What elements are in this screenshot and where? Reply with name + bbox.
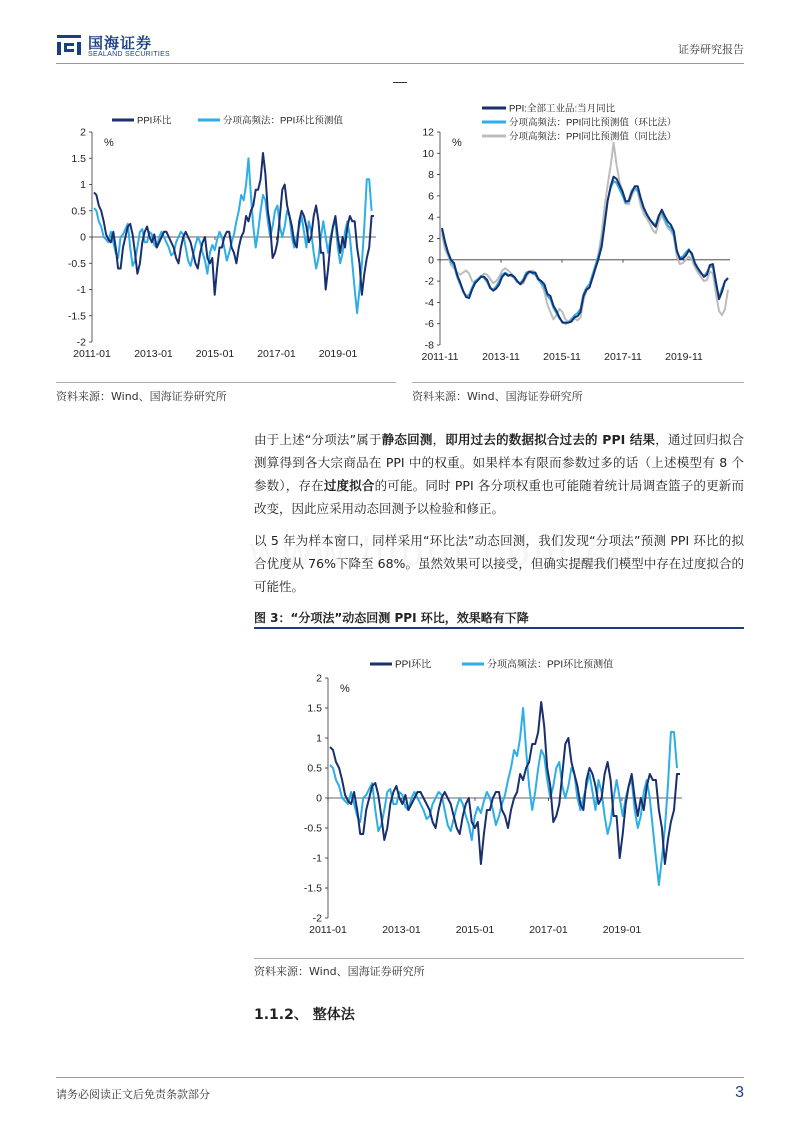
chart-ppi-mom-dynamic [290, 648, 700, 946]
legend-label: 分项高频法：PPI环比预测值 [487, 659, 614, 671]
p1-bold-overfit: 过度拟合 [323, 478, 375, 493]
logo-text-cn: 国海证券 [88, 34, 153, 52]
legend-label: 分项高频法：PPI同比预测值（环比法） [509, 117, 677, 129]
y-tick-label: -1 [76, 284, 86, 296]
legend-label: PPI环比 [137, 115, 172, 127]
x-tick-label: 2015-01 [455, 924, 495, 936]
x-tick-label: 2017-11 [604, 351, 642, 363]
y-tick-label: -2 [76, 336, 86, 349]
x-tick-label: 2013-11 [482, 351, 520, 363]
y-tick-label: 4 [428, 211, 434, 224]
y-tick-label: -0.5 [303, 822, 322, 835]
series-line-2 [442, 181, 728, 324]
y-tick-label: 2 [428, 233, 434, 245]
p1-text-c: ，通过回归拟合测算得到各大宗商品在 PPI 中的权重。如果样本有限而参数过多的话（上述模型有 8 个参数），存在 [254, 432, 744, 493]
series-line-2 [94, 158, 372, 313]
series-line-1 [94, 153, 374, 295]
source-divider-left [56, 382, 396, 383]
y-tick-label: -2 [424, 275, 434, 288]
y-axis-unit: % [452, 137, 462, 149]
y-tick-label: 12 [422, 126, 434, 139]
y-tick-label: -1.5 [67, 310, 86, 323]
x-tick-label: 2013-01 [134, 348, 173, 360]
x-tick-label: 2017-01 [529, 924, 568, 936]
y-tick-label: -2 [312, 912, 322, 925]
source-fig3: 资料来源：Wind、国海证券研究所 [254, 965, 425, 978]
legend-label: PPI环比 [395, 659, 432, 671]
chart-ppi-mom-static [56, 100, 386, 372]
y-tick-label: 0 [80, 231, 86, 244]
y-tick-label: 1 [80, 179, 86, 191]
p1-text-d: 的可能。同时 PPI 各分项权重也可能随着统计局调查篮子的更新而改变，因此应采用动态回测予以检验和修正。 [254, 478, 744, 516]
x-tick-label: 2015-01 [195, 348, 235, 360]
p1-bold-static: 静态回测 [381, 432, 433, 447]
y-tick-label: 0.5 [71, 205, 86, 218]
footer-divider [56, 1077, 744, 1078]
figure-3-title-rule [254, 627, 744, 629]
y-tick-label: -6 [424, 318, 434, 331]
source-left-top: 资料来源：Wind、国海证券研究所 [56, 390, 227, 403]
header-divider [56, 63, 744, 64]
y-axis-unit: % [104, 137, 114, 149]
x-tick-label: 2011-01 [73, 348, 111, 360]
y-tick-label: 2 [80, 126, 86, 139]
y-tick-label: -8 [424, 339, 434, 352]
source-divider-right [412, 382, 744, 383]
p1-text-a: 由于上述“分项法”属于 [254, 432, 382, 447]
footer-disclaimer: 请务必阅读正文后免责条款部分 [56, 1088, 210, 1101]
y-tick-label: 0.5 [307, 762, 322, 775]
x-tick-label: 2019-01 [602, 924, 642, 936]
series-line-1 [330, 702, 680, 864]
paragraph-2: 以 5 年为样本窗口，同样采用“环比法”动态回测，我们发现“分项法”预测 PPI 环比的拟合优度从 76%下降至 68%。虽然效果可以接受，但确实提醒我们模型中存在过度拟合的可能性。 [254, 533, 744, 594]
y-tick-label: 1.5 [71, 152, 86, 165]
y-tick-label: 0 [428, 254, 434, 267]
x-tick-label: 2019-11 [665, 351, 703, 363]
page-number: 3 [735, 1084, 744, 1101]
x-tick-label: 2017-01 [257, 348, 296, 360]
x-tick-label: 2019-01 [318, 348, 358, 360]
paragraph-1 [254, 428, 744, 520]
logo [56, 30, 256, 64]
y-tick-label: -1.5 [303, 882, 322, 895]
y-tick-label: 1.5 [307, 702, 322, 715]
legend-label: 分项高频法：PPI环比预测值 [223, 115, 343, 127]
y-tick-label: 10 [422, 147, 434, 160]
y-tick-label: 2 [316, 672, 322, 685]
y-tick-label: -4 [424, 296, 434, 309]
p1-bold-fit: 即用过去的数据拟合过去的 PPI 结果 [445, 432, 656, 447]
y-tick-label: 0 [316, 792, 322, 805]
y-tick-label: -0.5 [67, 257, 86, 270]
y-tick-label: -1 [312, 852, 322, 865]
y-axis-unit: % [340, 683, 350, 695]
x-tick-label: 2013-01 [382, 924, 421, 936]
p1-text-b: ， [432, 432, 446, 447]
y-tick-label: 8 [428, 169, 434, 182]
x-tick-label: 2011-11 [421, 351, 459, 363]
logo-mark-icon [56, 32, 82, 58]
series-line-1 [442, 177, 728, 323]
y-tick-label: 6 [428, 190, 434, 203]
logo-text-en: SEALAND SECURITIES [88, 51, 171, 58]
legend-label: PPI:全部工业品:当月同比 [509, 103, 616, 115]
report-type: 证券研究报告 [678, 43, 744, 56]
x-tick-label: 2011-01 [309, 924, 347, 936]
legend-label: 分项高频法：PPI同比预测值（同比法） [509, 131, 677, 143]
section-heading: 1.1.2、 整体法 [254, 1007, 355, 1023]
series-line-2 [330, 708, 677, 885]
figure-3-title: 图 3：“分项法”动态回测 PPI 环比，效果略有下降 [254, 611, 529, 625]
y-tick-label: 1 [316, 732, 322, 745]
source-right-top: 资料来源：Wind、国海证券研究所 [412, 390, 583, 403]
x-tick-label: 2015-11 [543, 351, 581, 363]
source-divider-fig3 [254, 958, 744, 959]
dash-mark [393, 82, 407, 83]
chart-ppi-yoy [412, 100, 744, 372]
